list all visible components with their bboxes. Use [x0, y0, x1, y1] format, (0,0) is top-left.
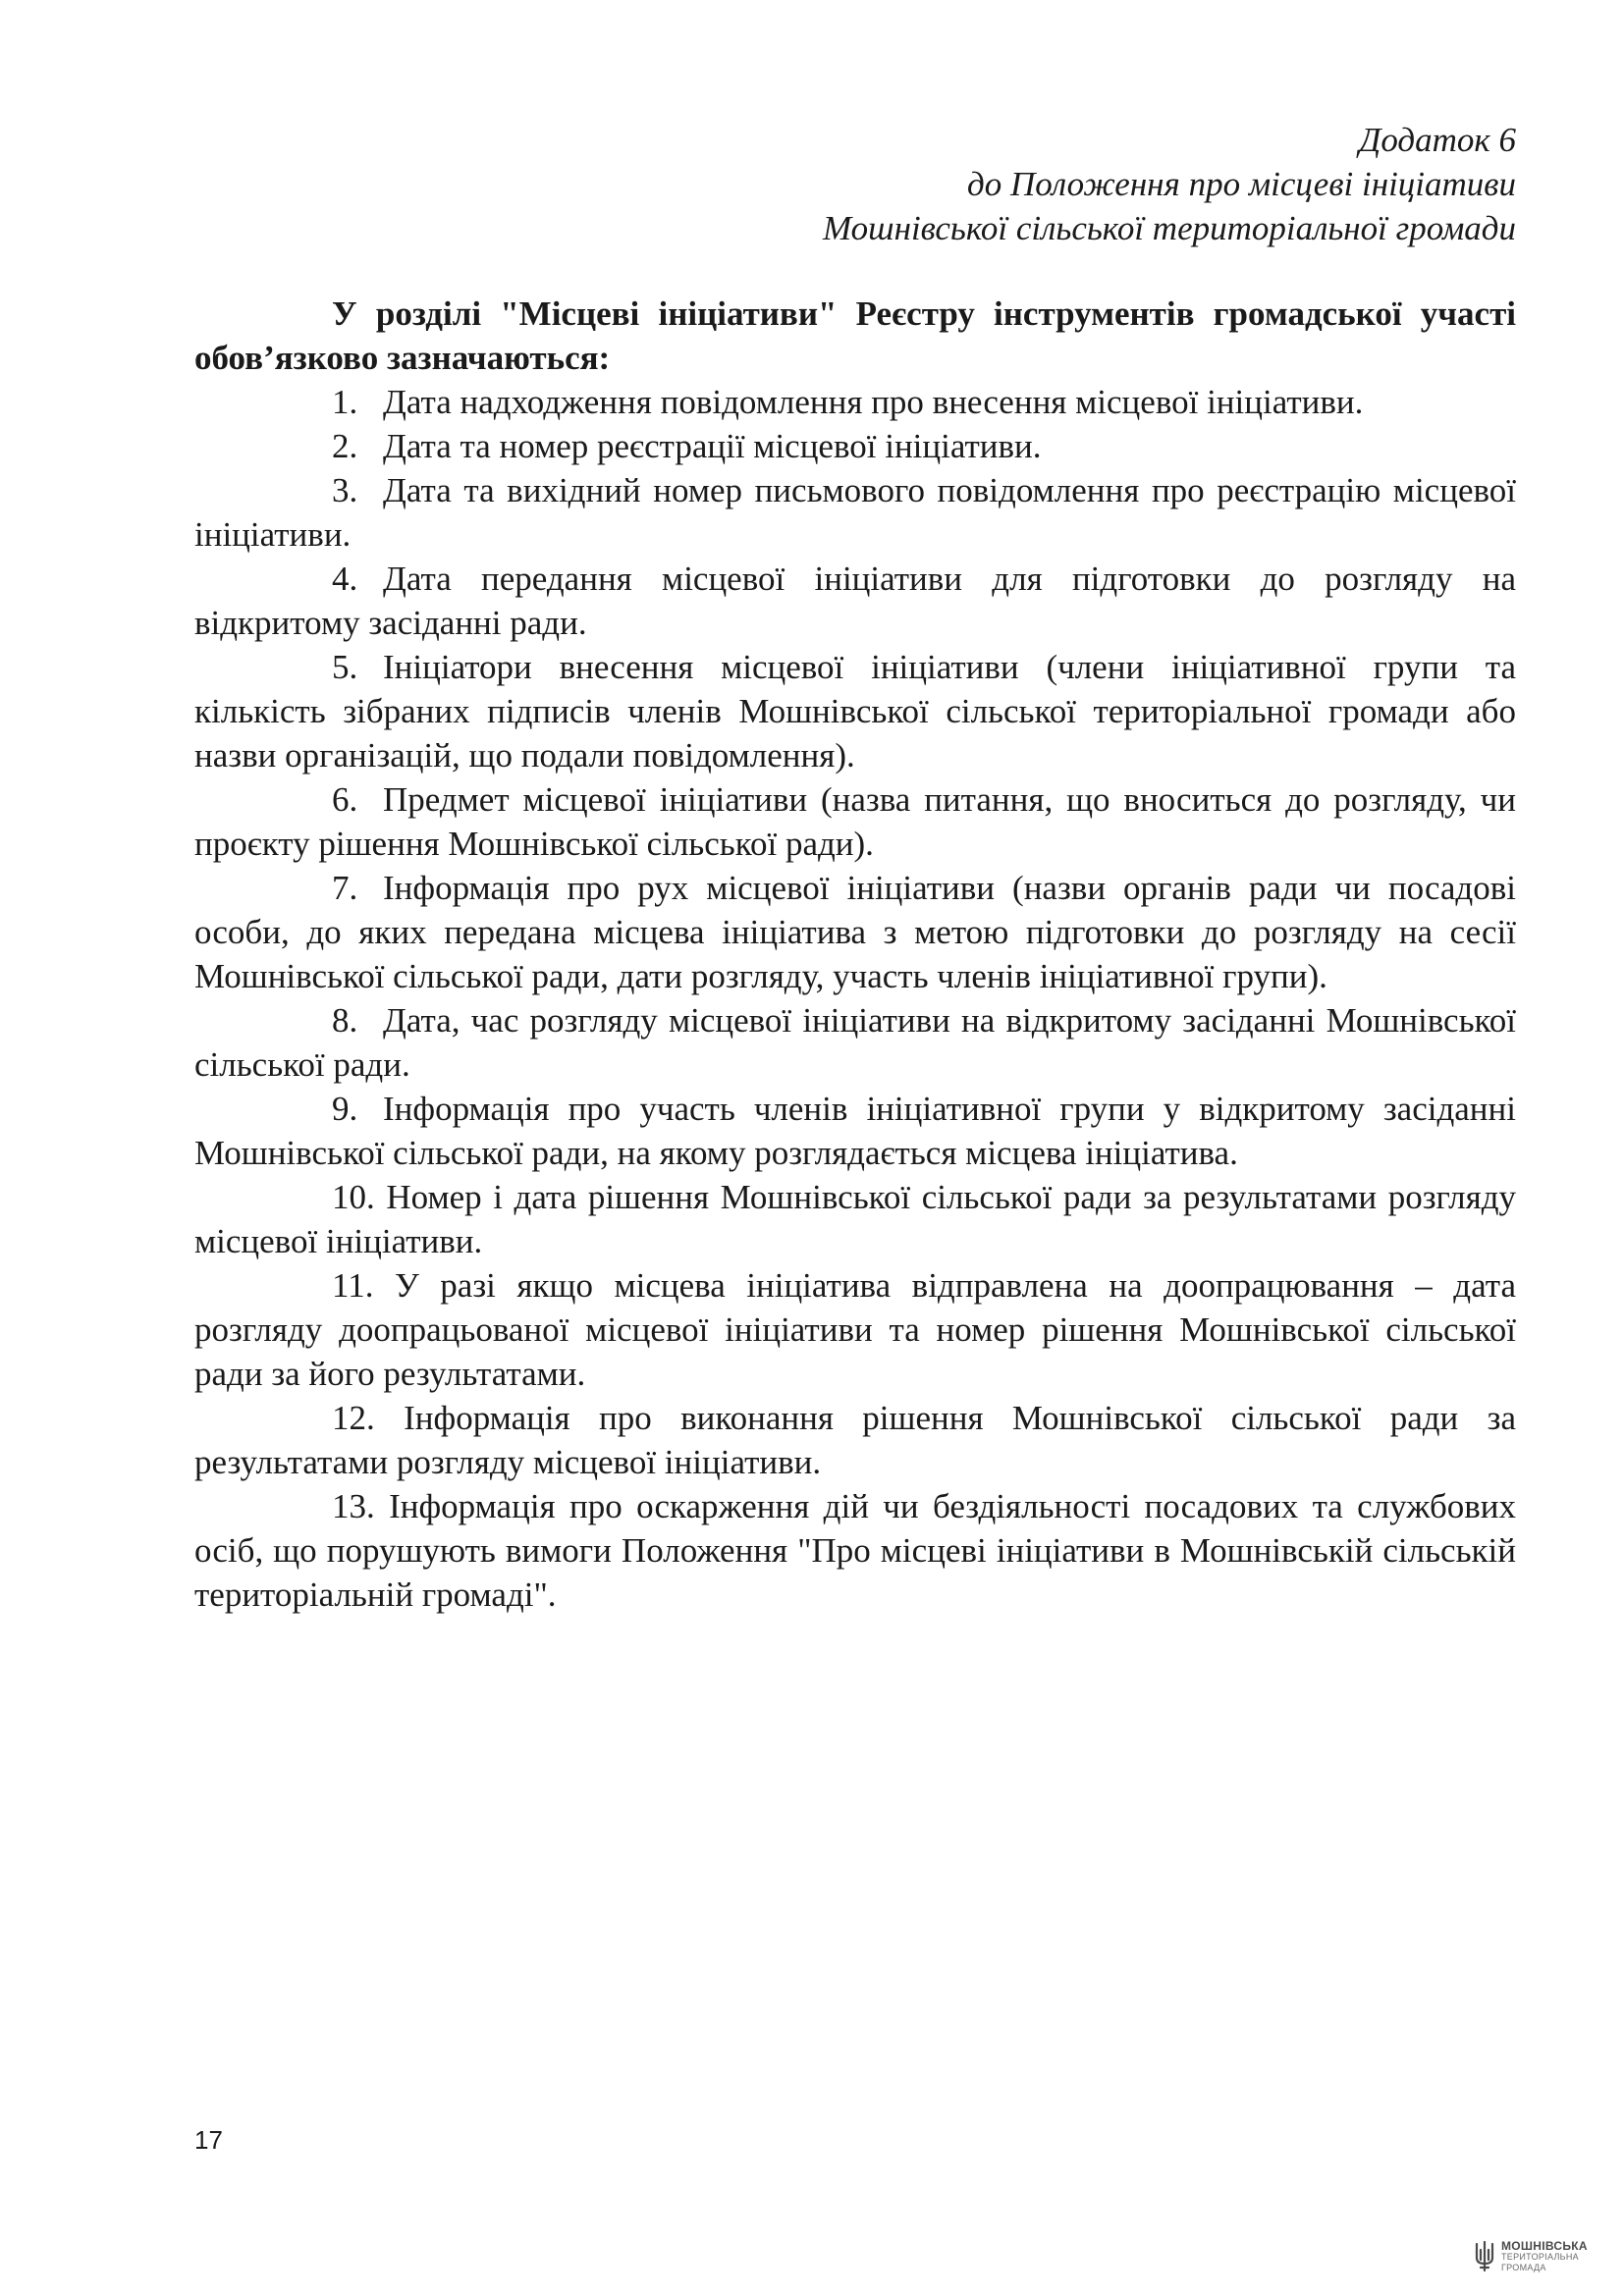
item-text: Інформація про рух місцевої ініціативи (назви органів ради чи посадові особи, до яких передана місцева ініціатива з метою підготовки до розгляду на сесії Мошнівської сільської ради, дати розгляду, участь членів ініціативної групи).	[194, 869, 1516, 995]
item-number: 2.	[332, 427, 358, 465]
item-text: Дата, час розгляду місцевої ініціативи на відкритому засіданні Мошнівської сільської ради.	[194, 1001, 1516, 1084]
item-text: Дата передання місцевої ініціативи для підготовки до розгляду на відкритому засіданні ради.	[194, 560, 1516, 642]
item-number: 3.	[332, 471, 358, 509]
list-item	[194, 468, 1516, 557]
item-text: Дата та вихідний номер письмового повідомлення про реєстрацію місцевої ініціативи.	[194, 471, 1516, 554]
item-number: 13.	[332, 1487, 375, 1525]
item-number: 12.	[332, 1399, 375, 1437]
appendix-line-3: Мошнівської сільської територіальної громади	[823, 209, 1516, 247]
list-item	[194, 1484, 1516, 1617]
logo-line-3: ГРОМАДА	[1501, 2262, 1546, 2272]
item-number: 9.	[332, 1090, 358, 1128]
list-item	[194, 1175, 1516, 1263]
logo-text	[1501, 2238, 1588, 2273]
item-number: 10.	[332, 1178, 375, 1216]
community-logo	[1473, 2240, 1588, 2273]
item-number: 6.	[332, 780, 358, 819]
appendix-line-1: Додаток 6	[1359, 121, 1516, 159]
trident-icon	[1473, 2240, 1496, 2273]
item-number: 7.	[332, 869, 358, 907]
list-item	[194, 424, 1516, 468]
item-number: 11.	[332, 1266, 374, 1305]
list-item	[194, 1263, 1516, 1396]
document-body	[194, 292, 1516, 1617]
item-text: Інформація про участь членів ініціативної групи у відкритому засіданні Мошнівської сільської ради, на якому розглядається місцева ініціатива.	[194, 1090, 1516, 1172]
page-number: 17	[194, 2125, 223, 2155]
item-text: Дата та номер реєстрації місцевої ініціативи.	[383, 427, 1042, 465]
item-text: Дата надходження повідомлення про внесення місцевої ініціативи.	[383, 383, 1364, 421]
item-text: Ініціатори внесення місцевої ініціативи (члени ініціативної групи та кількість зібраних підписів членів Мошнівської сільської територіальної громади або назви організацій, що подали повідомлення).	[194, 648, 1516, 774]
item-number: 5.	[332, 648, 358, 686]
list-item	[194, 777, 1516, 866]
logo-line-2: ТЕРИТОРІАЛЬНА	[1501, 2251, 1579, 2262]
list-item	[194, 866, 1516, 998]
item-number: 4.	[332, 560, 358, 598]
item-text: Номер і дата рішення Мошнівської сільської ради за результатами розгляду місцевої ініціативи.	[194, 1178, 1517, 1260]
item-text: Інформація про виконання рішення Мошнівської сільської ради за результатами розгляду місцевої ініціативи.	[194, 1399, 1516, 1481]
item-number: 8.	[332, 1001, 358, 1040]
appendix-line-2: до Положення про місцеві ініціативи	[967, 165, 1516, 203]
list-item	[194, 1396, 1516, 1484]
list-item	[194, 1087, 1516, 1175]
item-number: 1.	[332, 383, 358, 421]
item-text: Предмет місцевої ініціативи (назва питання, що вноситься до розгляду, чи проєкту рішення Мошнівської сільської ради).	[194, 780, 1516, 863]
item-text: У разі якщо місцева ініціатива відправлена на доопрацювання – дата розгляду доопрацьованої місцевої ініціативи та номер рішення Мошнівської сільської ради за його результатами.	[194, 1266, 1516, 1393]
list-item	[194, 998, 1516, 1087]
section-heading: У розділі "Місцеві ініціативи" Реєстру інструментів громадської участі обов’язково зазначаються:	[194, 294, 1516, 377]
list-item	[194, 380, 1516, 424]
appendix-header	[823, 118, 1516, 250]
item-text: Інформація про оскарження дій чи бездіяльності посадових та службових осіб, що порушують вимоги Положення "Про місцеві ініціативи в Мошнівській сільській територіальній громаді".	[194, 1487, 1517, 1614]
logo-line-1: МОШНІВСЬКА	[1501, 2238, 1588, 2253]
list-item	[194, 557, 1516, 645]
list-item	[194, 645, 1516, 777]
